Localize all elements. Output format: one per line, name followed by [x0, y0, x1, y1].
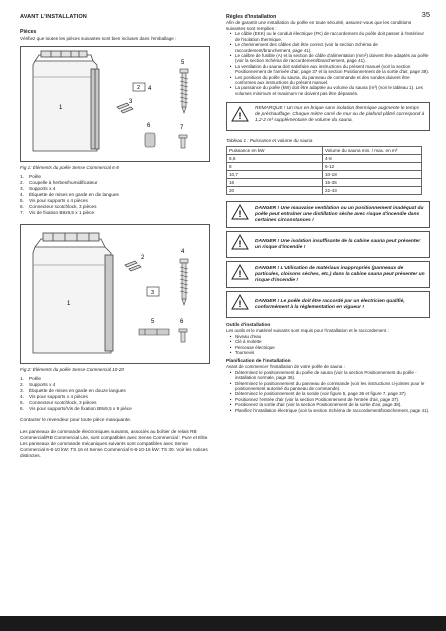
- list-item: 6. Vis pour supports/Vis de fixation B8x9,5 x 9 pièce: [20, 405, 132, 411]
- list-item: 2. Coupelle à herbes/humidificateur: [20, 179, 98, 185]
- danger-box: [226, 231, 430, 258]
- list-item: 5. Vis pour supports x 4 pièces: [20, 197, 88, 203]
- fig1-label-5: 5: [181, 59, 185, 66]
- table-caption: Tableau 1 : Puissance et volume du sauna: [226, 138, 313, 144]
- fig2-label-5: 5: [151, 318, 155, 325]
- stove-illustration: [33, 233, 113, 353]
- tools-intro: Les outils et le matériel suivants sont requis pour l'installation et le raccordement :: [226, 328, 389, 334]
- list-item: • Déterminez le positionnement du poêle de sauna (voir la section Positionnement du poêle - installation normale, page 36).: [229, 369, 417, 381]
- list-item: 2. Supports x 4: [20, 381, 56, 387]
- power-volume-table: [226, 146, 422, 195]
- svg-text:!: !: [238, 209, 242, 220]
- danger-list: [226, 201, 430, 318]
- tools-list: [226, 334, 430, 356]
- stove-illustration: [33, 51, 99, 151]
- table-row: 20 22-43: [227, 187, 422, 195]
- list-item: 1. Poêle: [20, 173, 41, 179]
- screw-illustration: [180, 69, 188, 113]
- small-screw-illustration: [179, 135, 187, 148]
- note-box: [226, 102, 430, 131]
- warning-icon: [231, 234, 255, 255]
- fig1-label-4: 4: [148, 85, 152, 92]
- rules-intro: Afin de garantir une installation du poêle en toute sécurité, assurez-vous que les conditions suivantes sont remplies :: [226, 20, 412, 31]
- list-item: • Déterminez le positionnement du panneau de commande (voir les instructions ci-jointes pour le positionnement autorisé du panneau de commande).: [229, 380, 425, 391]
- list-item: 5. Connecteur scotchlock, 3 pièces: [20, 399, 97, 405]
- warning-icon: [231, 294, 255, 315]
- fig1-label-2: 2: [137, 84, 141, 91]
- list-item: • La ventilation du sauna doit satisfaire aux instructions du présent manuel (voir la section Positionnement de l'arrivée d'air, page 37 et la section Positionnement de la sortie d'air, page 38).: [229, 63, 429, 75]
- fig1-label-6: 6: [147, 122, 151, 129]
- fig1-label-3: 3: [129, 98, 133, 105]
- list-item: • La puissance du poêle (kW) doit être adaptée au volume du sauna (m³) (voir le tableau 1). Les volumes minimum et maximum ne doivent pas être dépassés.: [229, 85, 423, 96]
- list-item: • Le câble (EKK) ou le conduit électrique (FK) de raccordement du poêle doit passer à l'extérieur de l'isolation thermique.: [229, 31, 424, 42]
- danger-text: DANGER ! L'utilisation de matériaux inappropriés (panneaux de particules, cloisons sèches, etc.) dans la cabine sauna peut présenter un risque d'incendie !: [255, 265, 425, 283]
- note-text: REMARQUE ! Un mur en brique sans isolation thermique augmente le temps de préchauffage. Chaque mètre carré de mur ou de plafond plâtré correspond à 1,2-2 m³ supplémentaire de volume du sauna.: [255, 106, 425, 123]
- fig1-parts-list: [20, 174, 212, 216]
- fig1-label-1: 1: [59, 104, 63, 111]
- rules-list: [226, 31, 430, 96]
- fig2-label-3: 3: [151, 289, 155, 296]
- warning-icon: [231, 204, 255, 225]
- parts-heading: Pièces: [20, 29, 37, 35]
- list-item: • Les positions du poêle du sauna, du panneau de commande et des sondes doivent être conformes aux instructions du présent manuel.: [229, 74, 410, 86]
- table-row: 10,7 10-18: [227, 171, 422, 179]
- list-item: • Clé à molette: [229, 339, 262, 345]
- planning-list: [226, 370, 430, 413]
- list-item: • Positionnez la sortie d'air (voir la section Positionnement de la sortie d'air, page 38).: [229, 402, 402, 408]
- small-screw-illustration: [179, 329, 187, 342]
- connector-illustration: [145, 133, 155, 147]
- brackets-illustration: [125, 261, 141, 271]
- table-header-row: [227, 147, 422, 155]
- list-item: 1. Poêle: [20, 375, 41, 381]
- list-item: 4. Étiquette de mises en garde en dix langues: [20, 191, 119, 197]
- fig2-label-2: 2: [141, 254, 145, 261]
- footer-bar: [0, 616, 446, 631]
- note-icon: [231, 106, 255, 127]
- fig1-label-7: 7: [180, 124, 184, 131]
- danger-text: DANGER ! Le poêle doit être raccordé par un électricien qualifié, conformément à la réglementation en vigueur !: [255, 298, 405, 310]
- danger-box: [226, 261, 430, 288]
- list-item: • Le cheminement des câbles doit être correct (voir la section Schéma de raccordement/branchement, page 41).: [229, 42, 378, 53]
- svg-text:!: !: [238, 239, 242, 250]
- list-item: 7. Vis de fixation B8x9,5 x 1 pièce: [20, 209, 95, 215]
- list-item: • Déterminez le positionnement de la sonde (voir figure 5, page 36 et figure 7, page 37): [229, 391, 406, 397]
- svg-text:!: !: [238, 111, 242, 122]
- list-item: • Perceuse électrique: [229, 344, 275, 350]
- connector-illustration: [139, 329, 169, 335]
- list-item: • Planifiez l'installation électrique (voir la section Schéma de raccordement/branchement, page 41).: [229, 407, 430, 413]
- table-row: 8 6-12: [227, 163, 422, 171]
- screw-illustration: [180, 259, 188, 305]
- fig2-label-6: 6: [180, 318, 184, 325]
- fig1-illustration: [21, 47, 209, 161]
- list-item: 4. Vis pour supports x 4 pièces: [20, 393, 88, 399]
- rules-heading: Règles d'installation: [226, 14, 277, 20]
- table-header: Volume du sauna min. / max. en m³: [323, 147, 422, 155]
- panels-text: Les panneaux de commande électroniques suivants, associés au boîtier de relais RB Commercial/RB Commercial Lite, sont compatibles avec Sense Commercial : Pure et Elite. Les panneaux de commande mécaniques suivants sont compatibles avec Sense Commercial 6-8-10 kW: TS 16 et Sense Commercial 6-8-10-16 kW: TS 30. Voir les notices distinctes.: [20, 429, 209, 459]
- figure-1: [20, 46, 210, 162]
- svg-text:!: !: [238, 269, 242, 280]
- list-item: 3. Supports x 4: [20, 185, 56, 191]
- contact-text: Contacter le revendeur pour toute pièce manquante.: [20, 417, 132, 423]
- parts-intro: Vérifiez que toutes les pièces suivantes sont bien incluses dans l'emballage :: [20, 36, 177, 41]
- list-item: • Positionnez l'entrée d'air (voir la section Positionnement de l'entrée d'air, page 37).: [229, 396, 400, 402]
- list-item: 3. Étiquette de mises en garde en douze langues: [20, 387, 126, 393]
- fig2-caption: Fig 2: Éléments du poêle Sense Commercial 10-20: [20, 366, 124, 372]
- fig1-caption: Fig 1: Éléments du poêle Sense Commercial 6-8: [20, 164, 119, 170]
- fig2-parts-list: [20, 376, 212, 412]
- left-column: [20, 14, 212, 459]
- danger-box: [226, 201, 430, 228]
- planning-heading: Planification de l'installation: [226, 359, 291, 365]
- list-item: • Niveau d'eau: [229, 333, 262, 339]
- tools-heading: Outils d'installation: [226, 323, 271, 329]
- list-item: 6. Connecteur scotchlock, 3 pièces: [20, 203, 97, 209]
- page-number: 35: [421, 10, 430, 19]
- fig2-label-1: 1: [67, 300, 71, 307]
- table-row: 16 15-35: [227, 179, 422, 187]
- section-title: AVANT L'INSTALLATION: [20, 14, 87, 20]
- table-row: 6,6 4-8: [227, 155, 422, 163]
- fig2-label-4: 4: [181, 248, 185, 255]
- warning-icon: [231, 264, 255, 285]
- fig2-illustration: [21, 225, 209, 363]
- danger-text: DANGER ! Une isolation insuffisante de la cabine sauna peut présenter un risque d'incendie !: [255, 238, 421, 250]
- list-item: • Le calibre de fusible (A) et la section de câble d'alimentation (mm²) doivent être adaptés au poêle (voir la section Schéma de raccordement/branchement, page 41).: [229, 53, 429, 64]
- list-item: • Tournevis: [229, 349, 255, 355]
- svg-text:!: !: [238, 299, 242, 310]
- planning-intro: Avant de commencer l'installation de votre poêle de sauna :: [226, 364, 345, 370]
- right-column: [226, 14, 430, 413]
- figure-2: [20, 224, 210, 364]
- danger-box: [226, 291, 430, 318]
- table-header: Puissance en kW: [227, 147, 323, 155]
- danger-text: DANGER ! Une mauvaise ventilation ou un positionnement inadéquat du poêle peut entraîner une distillation sèche avec risque d'incendie dans certaines circonstances !: [255, 205, 424, 223]
